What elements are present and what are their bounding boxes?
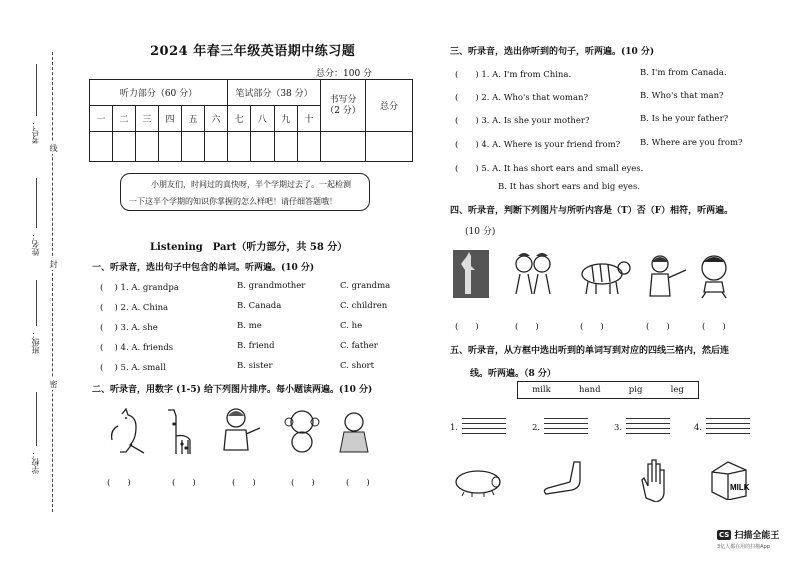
sec2-answer[interactable]: ( ): [232, 478, 256, 488]
sec1-item: ( ) 3. A. she: [100, 323, 158, 333]
sec1-item-c: C. father: [340, 341, 378, 351]
score-cell[interactable]: [136, 132, 159, 162]
cs-name: 扫描全能王: [734, 531, 780, 541]
col-4: 四: [159, 106, 182, 132]
page-title: 2024 年春三年级英语期中练习题: [150, 44, 356, 59]
sec2-answer[interactable]: ( ): [291, 478, 315, 488]
sec1-item-c: C. short: [340, 361, 375, 371]
sec1-item-b: B. Canada: [237, 301, 282, 311]
name-label: 姓名：: [31, 232, 40, 256]
four-line-grid[interactable]: [544, 418, 588, 438]
statue-icon: [453, 250, 489, 298]
kangaroo-icon: [102, 408, 154, 456]
sec3-item: ( ) 4. A. Where is your friend from?: [455, 140, 621, 150]
sec1-item: ( ) 5. A. small: [100, 363, 166, 373]
teacher-icon: [216, 406, 264, 456]
class-field[interactable]: [36, 280, 37, 326]
writing-header: 笔试部分（38 分）: [228, 80, 321, 106]
monkey-icon: [280, 408, 324, 456]
cut-line: [52, 52, 53, 512]
word-box: [517, 381, 699, 399]
sec1-item: ( ) 4. A. friends: [100, 343, 174, 353]
sec1-item-b: B. sister: [237, 361, 273, 371]
score-cell[interactable]: [366, 132, 413, 162]
col-2: 二: [113, 106, 136, 132]
sec3-item: ( ) 1. A. I'm from China.: [455, 70, 572, 80]
sec1-item: ( ) 1. A. grandpa: [100, 283, 179, 293]
sec1-item-b: B. friend: [237, 341, 275, 351]
score-cell[interactable]: [90, 132, 113, 162]
scanner-watermark: [717, 528, 779, 550]
notice-line-2: 一下这半个学期的知识你掌握的怎么样吧！请仔细答题哦！: [129, 197, 337, 206]
sec1-item-c: C. children: [340, 301, 388, 311]
sec4-title: 四、听录音，判断下列图片与所听内容是（T）否（F）相符，听两遍。: [450, 206, 734, 216]
sec3-item: ( ) 3. A. Is she your mother?: [455, 116, 590, 126]
col-10: 十: [297, 106, 320, 132]
sec2-answer[interactable]: ( ): [346, 478, 370, 488]
handwriting-header: 书写分 （2 分）: [321, 80, 366, 132]
sec3-item-b: B. Who's that man?: [640, 91, 724, 101]
notice-box: [120, 173, 370, 211]
children-icon: [510, 252, 556, 298]
score-cell[interactable]: [182, 132, 205, 162]
sec3-item-extra: B. It has short ears and big eyes.: [498, 182, 641, 192]
sec3-title: 三、听录音，选出你听到的句子，听两遍。(10 分): [450, 47, 655, 57]
word: milk: [532, 385, 551, 395]
score-cell[interactable]: [251, 132, 274, 162]
cs-sub: 3亿人都在用的扫描App: [717, 544, 770, 550]
word: hand: [579, 385, 601, 395]
sec4-answer[interactable]: ( ): [515, 322, 539, 332]
sec3-item: ( ) 2. A. Who's that woman?: [455, 93, 589, 103]
sum-header: 总分: [366, 80, 413, 132]
seal-secret-text: 密: [49, 380, 58, 388]
boy-icon: [694, 254, 734, 300]
cs-logo: CS: [719, 530, 730, 539]
seal-seal-text: 封: [49, 260, 58, 268]
giraffe-icon: [160, 406, 200, 456]
pig-icon: [452, 466, 504, 498]
word: pig: [628, 385, 643, 395]
sec1-item-c: C. he: [340, 321, 363, 331]
school-label: 学校：: [31, 450, 40, 474]
leg-icon: [542, 460, 592, 496]
line-number: 4.: [694, 423, 703, 433]
exam-no-label: 考号：: [31, 120, 40, 144]
sec4-answer[interactable]: ( ): [580, 322, 604, 332]
col-3: 三: [136, 106, 159, 132]
name-field[interactable]: [36, 178, 37, 228]
sec4-answer[interactable]: ( ): [455, 322, 479, 332]
score-table: [89, 79, 413, 162]
four-line-grid[interactable]: [462, 418, 506, 438]
sec5-title-2: 线。听两遍。（8 分）: [470, 369, 556, 379]
col-7: 七: [228, 106, 251, 132]
milk-label: MILK: [730, 483, 750, 492]
score-cell[interactable]: [159, 132, 182, 162]
sec1-item-c: C. grandma: [340, 281, 391, 291]
sec4-score: (10 分): [465, 227, 496, 237]
notice-line-1: 小朋友们，时间过的真快呀，半个学期过去了。一起检测: [151, 180, 351, 189]
sec1-item-b: B. me: [237, 321, 262, 331]
word: leg: [670, 385, 684, 395]
line-number: 2.: [532, 423, 541, 433]
school-field[interactable]: [36, 392, 37, 446]
sec2-answer[interactable]: ( ): [172, 478, 196, 488]
sec1-item: ( ) 2. A. China: [100, 303, 169, 313]
four-line-grid[interactable]: [626, 418, 670, 438]
bear-icon: [336, 410, 376, 456]
listening-title: Listening Part（听力部分，共 58 分）: [150, 242, 348, 253]
score-cell[interactable]: [205, 132, 228, 162]
line-number: 1.: [450, 423, 459, 433]
teacher-icon: [644, 252, 690, 300]
col-9: 九: [274, 106, 297, 132]
line-number: 3.: [614, 423, 623, 433]
col-8: 八: [251, 106, 274, 132]
exam-no-field[interactable]: [36, 64, 37, 116]
score-cell[interactable]: [321, 132, 366, 162]
score-cell[interactable]: [297, 132, 320, 162]
sec2-title: 二、听录音，用数字 (1-5) 给下列图片排序。每小题读两遍。(10 分): [92, 385, 373, 395]
sec5-title: 五、听录音，从方框中选出听到的单词写到对应的四线三格内，然后连: [450, 346, 730, 356]
class-label: 班级：: [31, 330, 40, 354]
listening-header: 听力部分（60 分）: [90, 80, 228, 106]
sec3-item-b: B. Is he your father?: [640, 114, 729, 124]
sec3-item-b: B. I'm from Canada.: [640, 68, 727, 78]
score-cell[interactable]: [274, 132, 297, 162]
sec2-answer[interactable]: ( ): [107, 478, 131, 488]
tiger-icon: [574, 256, 632, 296]
sec3-item: ( ) 5. A. It has short ears and small eyes.: [455, 164, 644, 174]
col-6: 六: [205, 106, 228, 132]
milk-icon: [708, 458, 750, 500]
hand-icon: [636, 458, 676, 502]
sec4-answer[interactable]: ( ): [646, 322, 670, 332]
col-1: 一: [90, 106, 113, 132]
sec4-answer[interactable]: ( ): [702, 322, 726, 332]
sec1-item-b: B. grandmother: [237, 281, 306, 291]
sec1-title: 一、听录音，选出句子中包含的单词。听两遍。(10 分): [92, 263, 315, 273]
score-cell[interactable]: [113, 132, 136, 162]
score-cell[interactable]: [228, 132, 251, 162]
total-score: 总分：100 分: [316, 69, 373, 79]
sec3-item-b: B. Where are you from?: [640, 138, 743, 148]
col-5: 五: [182, 106, 205, 132]
binding-strip: [0, 0, 60, 561]
seal-line-text: 线: [49, 144, 58, 152]
four-line-grid[interactable]: [706, 418, 750, 438]
